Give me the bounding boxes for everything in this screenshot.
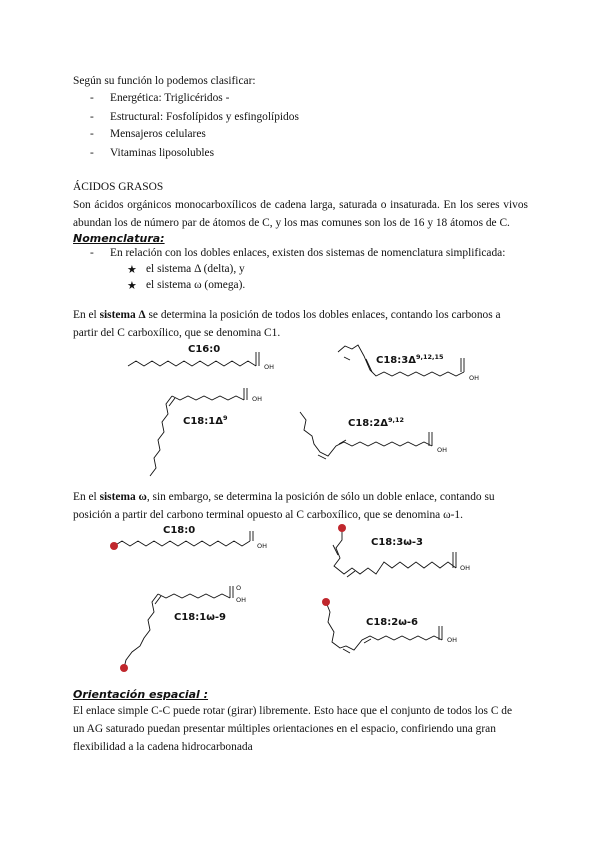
system-omega-item: el sistema ω (omega). — [146, 279, 246, 291]
molecule-label: C16:0 — [188, 344, 221, 355]
molecule-label: C18:0 — [163, 525, 196, 536]
list-dash: - — [90, 92, 94, 104]
list-dash: - — [90, 128, 94, 140]
omega-carbon-marker — [338, 524, 346, 532]
list-item: Estructural: Fosfolípidos y esfingolípidos — [110, 111, 299, 123]
nomenclature-heading: Nomenclatura: — [73, 232, 165, 245]
omega-carbon-marker — [110, 542, 118, 550]
molecule-c18-3-omega — [333, 524, 470, 577]
hydroxyl-label: OH — [252, 395, 263, 403]
molecule-label: $C18:2\Delta^{9,12}$ — [348, 416, 404, 429]
molecule-c18-1-delta — [150, 388, 262, 476]
list-dash: - — [90, 247, 94, 259]
star-bullet-icon: ★ — [127, 280, 137, 292]
hydroxyl-label: OH — [257, 542, 268, 550]
hydroxyl-label: OH — [264, 363, 275, 371]
hydroxyl-label: OH — [460, 564, 471, 572]
list-item: Energética: Triglicéridos - — [110, 92, 230, 104]
list-dash: - — [90, 111, 94, 123]
hydroxyl-label: OH — [469, 374, 480, 382]
molecule-label: C18:1ω-9 — [174, 612, 227, 623]
molecule-c18-0 — [110, 525, 267, 550]
definition-paragraph: Son ácidos orgánicos monocarboxílicos de cadena larga, saturada o insaturada. En los seres vivos abundan los de número par de átomos de C, y los mas comunes son los de 16 y 18 átomos de C. — [73, 199, 528, 229]
molecule-label: $C18:3\Delta^{9,12,15}$ — [376, 353, 444, 366]
nomenclature-item: En relación con los dobles enlaces, existen dos sistemas de nomenclatura simplificada: — [110, 247, 506, 259]
intro-text: Según su función lo podemos clasificar: — [73, 75, 256, 87]
molecule-c18-1-omega — [120, 584, 246, 672]
hydroxyl-label: OH — [236, 596, 247, 604]
omega-carbon-marker — [322, 598, 330, 606]
omega-carbon-marker — [120, 664, 128, 672]
list-item: Mensajeros celulares — [110, 128, 206, 140]
hydroxyl-label: OH — [437, 446, 448, 454]
molecule-c18-3-delta — [338, 345, 479, 382]
system-delta-item: el sistema Δ (delta), y — [146, 263, 245, 275]
list-item: Vitaminas liposolubles — [110, 147, 215, 159]
orientation-paragraph: El enlace simple C-C puede rotar (girar) libremente. Esto hace que el conjunto de todos los C de un AG saturado puedan presentar múltiples orientaciones en el espacio, confiriendo una gran flexibilidad a la cadena hidrocarbonada — [73, 705, 513, 753]
star-bullet-icon: ★ — [127, 264, 137, 276]
molecule-label: C18:2ω-6 — [366, 617, 419, 628]
molecule-label: C18:3ω-3 — [371, 537, 424, 548]
list-dash: - — [90, 147, 94, 159]
delta-paragraph: En el sistema Δ se determina la posición de todos los dobles enlaces, contando los carbonos a partir del C carboxílico, que se denomina C1. — [73, 309, 501, 339]
molecule-c16-0 — [128, 344, 274, 371]
molecule-c18-2-delta — [300, 412, 447, 459]
hydroxyl-label: OH — [447, 636, 458, 644]
section-title: ÁCIDOS GRASOS — [73, 181, 164, 193]
molecule-label: $C18:1\Delta^9$ — [183, 414, 228, 427]
orientation-heading: Orientación espacial : — [73, 688, 209, 701]
omega-paragraph: En el sistema ω, sin embargo, se determina la posición de sólo un doble enlace, contando su posición a partir del carbono terminal opuesto al C carboxílico, que se denomina ω-1. — [73, 491, 495, 521]
carbonyl-label: O — [236, 584, 242, 592]
molecule-c18-2-omega — [322, 598, 457, 653]
